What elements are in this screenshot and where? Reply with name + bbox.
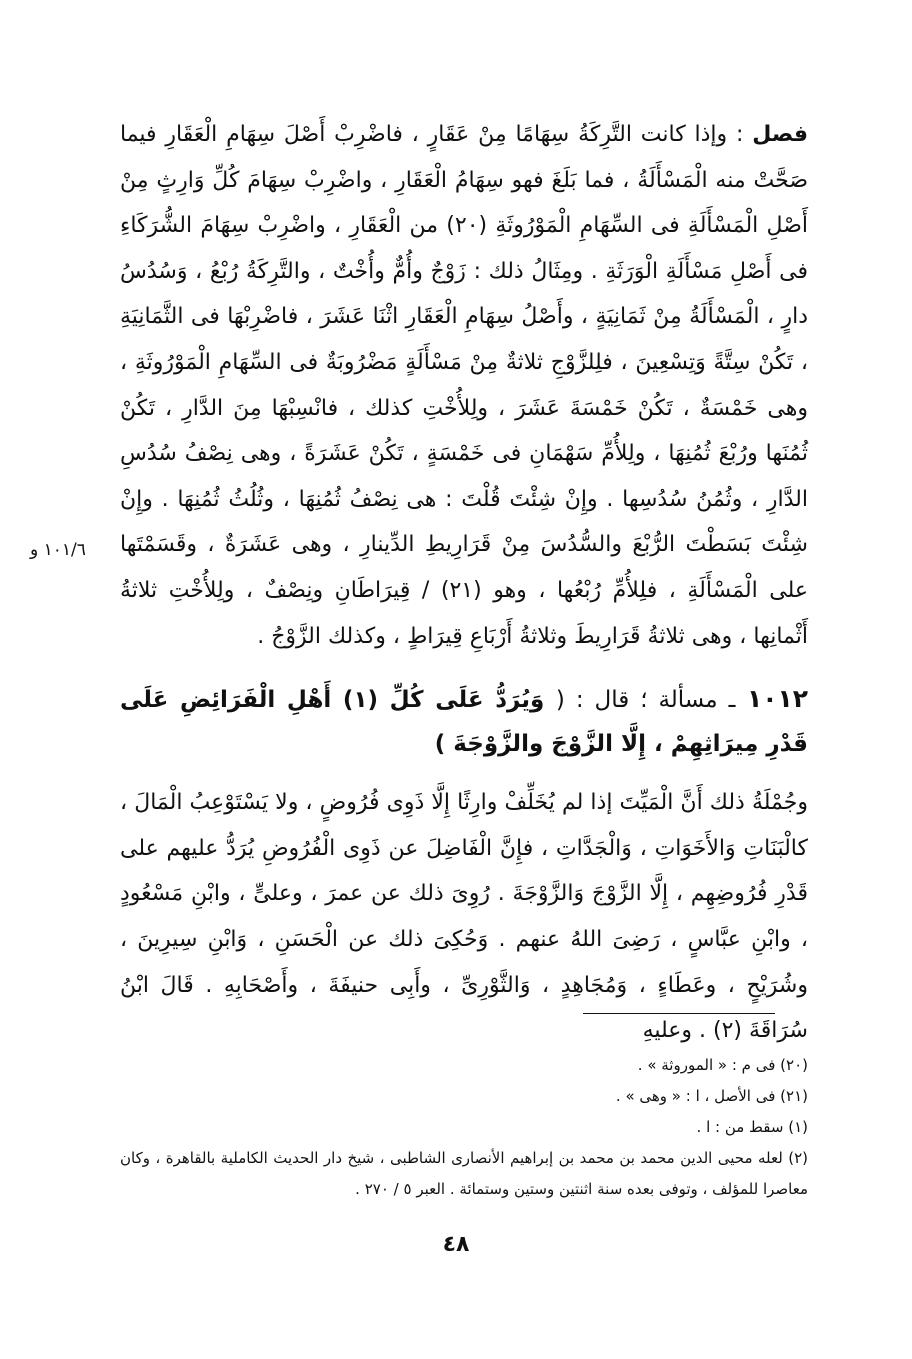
footnote-separator bbox=[583, 1013, 775, 1014]
footnote: (٢٠) فى م : « الموروثة » . bbox=[637, 1056, 808, 1074]
main-text-column bbox=[120, 112, 808, 1054]
section-number: ١٠١٢ bbox=[746, 684, 809, 714]
paragraph-lead-word: فصل bbox=[752, 122, 808, 147]
paragraph-commentary: وجُمْلَةُ ذلك أَنَّ الْمَيِّتَ إذا لم يُخَلِّفْ وارِثًا إِلَّا ذَوِى فُرُوضٍ ، ولا يَسْتَوْعِبُ الْمَالَ ، كالْبَنَاتِ وَالأَخَوَاتِ ، وَالْجَدَّاتِ ، فإِنَّ الْفَاضِلَ عن ذَوِى الْفُرُوضِ يُرَدُّ عليهم على قَدْرِ فُرُوضِهِم ، إِلَّا الزَّوْجَ وَالزَّوْجَةَ . رُوِىَ ذلك عن عمرَ ، وعلىٍّ ، وابْنِ مَسْعُودٍ ، وابْنِ عبَّاسٍ ، رَضِىَ اللهُ عنهم . وَحُكِىَ ذلك عن الْحَسَنِ ، وَابْنِ سِيرِينَ ، وشُرَيْحٍ ، وعَطَاءٍ ، وَمُجَاهِدٍ ، وَالثَّوْرِىِّ ، وأَبِى حنيفَةَ ، وأَصْحَابِهِ . قَالَ ابْنُ سُرَاقَةَ (٢) . وعليهِ bbox=[120, 790, 808, 1044]
paragraph-body: : وإذا كانت التَّرِكَةُ سِهَامًا مِنْ عَقَارٍ ، فاضْرِبْ أَصْلَ سِهَامِ الْعَقَارِ فيما صَحَّتْ منه الْمَسْأَلَةُ ، فما بَلَغَ فهو سِهَامُ الْعَقَارِ ، واضْرِبْ سِهَامَ كُلِّ وَارِثٍ مِنْ أَصْلِ الْمَسْأَلَةِ فى السِّهَامِ الْمَوْرُوثَةِ (٢٠) من الْعَقَارِ ، واضْرِبْ سِهَامَ الشُّرَكَاءِ فى أَصْلِ مَسْأَلَةِ الْوَرَثَةِ . ومِثَالُ ذلك : زَوْجٌ وأُمٌّ وأُخْتٌ ، والتَّرِكَةُ رُبْعُ ، وَسُدُسُ دارٍ ، الْمَسْأَلَةُ مِنْ ثَمَانِيَةٍ ، وأَصْلُ سِهَامِ الْعَقَارِ اثْنَا عَشَرَ ، فاضْرِبْهَا فى الثَّمَانِيَةِ ، تَكُنْ سِتَّةً وَتِسْعِينَ ، فلِلزَّوْجِ ثلاثةٌ مِنْ مَسْأَلَةٍ مَضْرُوبَةٌ فى السِّهَامِ الْمَوْرُوثَةِ ، وهى خَمْسَةٌ ، تَكُنْ خَمْسَةَ عَشَرَ ، ولِلأُخْتِ كذلك ، فانْسِبْهَا مِنَ الدَّارِ ، تَكُنْ ثُمُنَها ورُبْعَ ثُمُنِهَا ، ولِلأُمِّ سَهْمَانِ فى خَمْسَةٍ ، تَكُنْ عَشَرَةً ، وهى نِصْفُ سُدُسِ الدَّارِ ، وثُمُنُ سُدُسِها . وإِنْ شِئْتَ قُلْتَ : هى نِصْفُ ثُمُنِهَا ، وثُلُثُ ثُمُنِهَا . وإِنْ شِئْتَ بَسَطْتَ الرُّبْعَ والسُّدُسَ مِنْ قَرَارِيطِ الدِّينارِ ، وهى عَشَرَةٌ ، وقَسَمْتَها على الْمَسْأَلَةِ ، فلِلأُمِّ رُبْعُها ، وهو (٢١) / قِيرَاطَانِ ونِصْفٌ ، ولِلأُخْتِ ثلاثةُ أَثْمانِها ، وهى ثلاثةُ قَرَارِيطَ وثلاثةُ أَرْبَاعِ قِيرَاطٍ ، وكذلك الزَّوْجُ . bbox=[120, 122, 808, 649]
footnote: (٢١) فى الأصل ، ا : « وهى » . bbox=[615, 1087, 808, 1105]
footnote: (٢) لعله محيى الدين محمد بن محمد بن إبراهيم الأنصارى الشاطبى ، شيخ دار الحديث الكاملية بالقاهرة ، وكان معاصرا للمؤلف ، وتوفى بعده سنة اثنتين وستين وستمائة . العبر ٥ / ٢٧٠ . bbox=[120, 1149, 808, 1198]
section-label: ـ مسألة ؛ قال : ( bbox=[555, 687, 736, 714]
section-heading-text: وَيُرَدُّ عَلَى كُلِّ (١) أَهْلِ الْفَرَائِضِ عَلَى قَدْرِ مِيرَاثِهِمْ ، إِلَّا الزَّوْجَ والزَّوْجَةَ ) bbox=[120, 687, 808, 758]
manuscript-folio-note: ١٠١/٦ و bbox=[30, 540, 86, 560]
footnote: (١) سقط من : ا . bbox=[696, 1118, 808, 1136]
section-heading bbox=[120, 677, 808, 766]
footnotes bbox=[120, 1050, 808, 1205]
page-number: ٤٨ bbox=[442, 1232, 470, 1257]
paragraph-fasl bbox=[120, 112, 808, 659]
